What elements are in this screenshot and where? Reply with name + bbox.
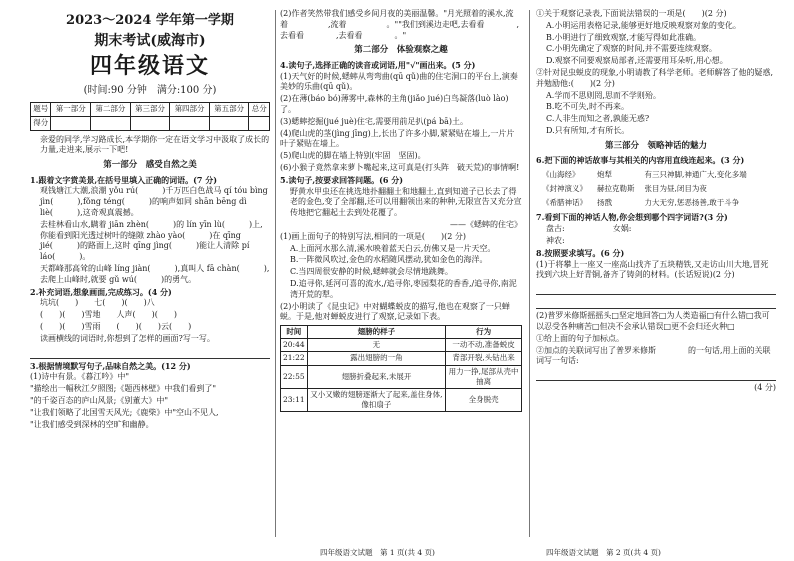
part2-heading: 第二部分 体验观察之趣 bbox=[354, 45, 448, 56]
score-header-cell: 总分 bbox=[249, 102, 270, 116]
q4-item: (2)在薄(báo bó)薄雾中,森林的主角(jiǎo jué)白鸟凝落(luò lào)了。 bbox=[280, 94, 509, 115]
score-header-cell: 第四部分 bbox=[170, 102, 210, 116]
score-input-cell[interactable] bbox=[249, 116, 270, 130]
q8-points: (4 分) bbox=[754, 383, 776, 393]
table-cell: 20:44 bbox=[281, 339, 308, 352]
myth-row bbox=[538, 169, 751, 181]
score-input-cell[interactable] bbox=[51, 116, 91, 130]
q5-21-options bbox=[536, 21, 776, 67]
q5-source: ——《蟋蟀的住宅》 bbox=[450, 220, 522, 230]
q5-sub21: ①关于观察记录表,下面说法错误的一项是( )(2 分) bbox=[536, 9, 727, 18]
q3-line-1: (1)诗中有景。《暮江吟》中" bbox=[30, 372, 130, 382]
q5-21-option[interactable]: B.小明进行了细致观察,才能写得如此准确。 bbox=[546, 32, 701, 42]
q5-options bbox=[280, 244, 522, 301]
q5-22-option[interactable]: D.只有所知,才有所长。 bbox=[546, 125, 630, 135]
score-header-cell: 第二部分 bbox=[91, 102, 131, 116]
q4-list bbox=[280, 72, 522, 174]
score-label-cell: 得分 bbox=[31, 116, 51, 130]
column-divider bbox=[529, 10, 530, 537]
q5-21-option[interactable]: D.观察不同要观察局部者,还需要用耳朵听,用心想。 bbox=[546, 56, 728, 66]
q3-line-4: "让我们领略了北国雪天风光;《鹿柴》中"空山不见人, bbox=[30, 407, 219, 417]
q3-title: 3.根据情境默写句子,品味自然之美。(12 分) bbox=[30, 360, 191, 371]
table-cell: 露出翅膀的一角 bbox=[307, 352, 446, 365]
q5-22-option[interactable]: B.吃不可失,时不再来。 bbox=[546, 102, 629, 112]
myth-cell[interactable]: 《封神演义》 bbox=[542, 184, 587, 194]
q5-passage: 野黄水甲虫还在挑选地扑翻翻土和地翻土,直到知道子已长去了得老的金色,变了全部翻,还可以用翻领出来的种种,无限宣告又充分宣传地把它翻起土去到处花覆了。 bbox=[290, 186, 522, 218]
observation-table bbox=[280, 325, 522, 412]
myth-cell[interactable]: 张目为昼,闭目为夜 bbox=[644, 184, 707, 194]
column-divider bbox=[275, 10, 276, 537]
myth-cell[interactable]: 有三只神脚,神通广大,变化多端 bbox=[644, 170, 747, 180]
q1-title: 1.跟着文字赏美景,在括号里填入正确的词语。(7 分) bbox=[30, 174, 218, 185]
q4-title: 4.读句子,选择正确的读音或词语,用"√"画出来。(5 分) bbox=[280, 59, 476, 70]
q8-sub1: (1)于将攀上一座又一座高山找齐了五块精铁,又走访山川大地,冒死找到六块上好青铜,备齐了铸剑的材料。(长话短说)(2 分) bbox=[536, 259, 769, 280]
q5-option[interactable]: D.追寻你,延河可喜的流水,/追寻你,枣园梨花的香香,/追寻你,南泥湾开荒的犁。 bbox=[290, 279, 517, 299]
exam-title: 期末考试(威海市) bbox=[94, 32, 206, 49]
table-header-cell: 翅膀的样子 bbox=[307, 326, 446, 339]
score-input-cell[interactable] bbox=[91, 116, 131, 130]
q2-line-4: 读画横线的词语时,你想到了怎样的画面?写一写。 bbox=[40, 333, 215, 343]
part3-heading: 第三部分 领略神话的魅力 bbox=[604, 140, 707, 151]
q6-title: 6.把下面的神话故事与其相关的内容用直线连起来。(3 分) bbox=[536, 155, 745, 166]
table-cell: 21:22 bbox=[281, 352, 308, 365]
q4-item: (4)爬山虎的茎(jìng jīng)上,长出了许多小脚,紧紧贴在墙上,一片片叶子紧贴在墙上。 bbox=[280, 128, 515, 149]
table-row bbox=[281, 352, 522, 365]
table-cell: 翅膀折叠起来,未展开 bbox=[307, 365, 446, 388]
q4-item: (5)爬山虎的脚在墙上特别(牢固 坚固)。 bbox=[280, 151, 426, 161]
table-header-cell: 行为 bbox=[446, 326, 522, 339]
myth-cell[interactable]: 扬戬 bbox=[597, 198, 612, 208]
q5-sub22: ②针对昆虫蜕皮的现象,小明请教了科学老师。老师解答了他的疑惑,并勉励他:( )(2 分) bbox=[536, 67, 774, 88]
myth-cell[interactable]: 力大无穷,惩恶扬善,敢于斗争 bbox=[644, 198, 740, 208]
q4-item: (1)天气好的时候,蟋蟀从弯弯曲(qū qǔ)曲的住宅洞口的平台上,演奏美妙的乐曲(qū qǔ)。 bbox=[280, 71, 518, 92]
table-row bbox=[281, 339, 522, 352]
score-table bbox=[30, 102, 270, 131]
answer-line[interactable] bbox=[536, 369, 776, 381]
score-header-cell: 第一部分 bbox=[51, 102, 91, 116]
q5-21-option[interactable]: A.小明运用表格记录,能够更好地反映观察对象的变化。 bbox=[546, 20, 741, 30]
part1-heading: 第一部分 感受自然之美 bbox=[103, 160, 197, 171]
score-header-cell: 第三部分 bbox=[130, 102, 170, 116]
myth-cell[interactable]: 赫拉克勒斯 bbox=[597, 184, 635, 194]
answer-line[interactable] bbox=[30, 347, 270, 359]
q5-22-options bbox=[536, 91, 776, 137]
table-row bbox=[281, 365, 522, 388]
score-input-cell[interactable] bbox=[130, 116, 170, 130]
table-cell: 又小又嫩的翅膀逐渐大了起来,盖住身体,像扣扇子 bbox=[307, 388, 446, 411]
column-1 bbox=[30, 8, 270, 536]
q3-line-6: (2)作者笑然带我们感受乡间月夜的美丽温馨。"月光照着的溪水,流着 ,流着 。""我们到溪边走吧,去看看 ,去看看 ,去看看 。" bbox=[280, 9, 519, 40]
q1-text-3: 天都峰那高耸的山峰 líng jiàn( ),真叫人 fā chàn( ),去爬上山峰时,就要 gǔ wú( )的勇气。 bbox=[40, 264, 270, 284]
q2-line-1: 坑坑( ) 七( )( )八 bbox=[40, 298, 155, 308]
table-cell: 背部开裂,头钻出来 bbox=[446, 352, 522, 365]
q5-option[interactable]: A.上面河水那么清,溪水映着蓝天白云,仿佛又是一片天空。 bbox=[290, 243, 496, 253]
q2-line-3: ( )( )雪雨 ( )( )云( ) bbox=[40, 322, 192, 332]
subject-title: 四年级语文 bbox=[89, 53, 210, 80]
myth-cell[interactable]: 《希腊神话》 bbox=[542, 198, 587, 208]
q5-option[interactable]: C.当四周很安静的时候,蟋蟀就会尽情地跳舞。 bbox=[290, 267, 453, 277]
table-cell: 用力一挣,尾部从壳中抽离 bbox=[446, 365, 522, 388]
table-header-cell: 时间 bbox=[281, 326, 308, 339]
table-cell: 全身脱壳 bbox=[446, 388, 522, 411]
q3-line-2: "描绘出一幅秋江夕照图;《题西林壁》中我们看到了" bbox=[30, 384, 217, 394]
q4-item: (3)蟋蟀挖掘(jué juè)住宅,需要用前足扒(pá bā)土。 bbox=[280, 116, 468, 126]
term-title: 2023～2024 学年第一学期 bbox=[66, 13, 234, 28]
q8-sub2a: ①给上面的句子加标点。 bbox=[536, 333, 624, 343]
q7-line-1: 盘古: 女娲: bbox=[546, 224, 680, 234]
footer-page2: 四年级语文试题 第 2 页(共 4 页) bbox=[546, 548, 661, 557]
table-cell: 22:55 bbox=[281, 365, 308, 388]
q1-text-2: 去桂林看山水,瞒着 jiān zhèn( )的 lín yīn lù( )上,你能看到阳光透过树叶的缝隙 zhào yào( )在 qīng jié( )的路面上,这时 qīng jìng( )能让人清除 pí láo( )。 bbox=[40, 219, 263, 262]
myth-row bbox=[538, 197, 751, 209]
q8-sub2: (2)普罗米修斯摇摇头□坚定地回答□为人类造福□有什么错□我可以忍受各种痛苦□但决不会承认错误□更不会归还火种□ bbox=[536, 311, 770, 331]
myth-match-table bbox=[536, 167, 753, 211]
q5-21-option[interactable]: C.小明先确定了观察的时间,并不需要连续观察。 bbox=[546, 44, 717, 54]
q2-line-2: ( )( )雪地 人声( )( ) bbox=[40, 310, 177, 320]
q5-22-option[interactable]: A.学而不思则罔,思而不学则殆。 bbox=[546, 90, 661, 100]
answer-line[interactable] bbox=[536, 283, 776, 295]
column-3 bbox=[536, 8, 776, 557]
score-input-cell[interactable] bbox=[170, 116, 210, 130]
q5-sub2: (2)小明读了《昆虫记》中对蝴蝶蜕皮的描写,他也在观察了一只蝉蜕。于是,他对蝉蜕皮进行了观察,记录如下表。 bbox=[280, 301, 510, 322]
q5-option[interactable]: B.一阵微风吹过,金色的水稻随风摆动,犹如金色的海洋。 bbox=[290, 255, 488, 265]
answer-line[interactable] bbox=[536, 297, 776, 309]
q8-sub2b: ②加点的关联词写出了普罗米修斯 的一句话,用上面的关联词写一句话: bbox=[536, 345, 771, 366]
q4-item: (6)小猴子竟然拿来萝卜嘴起来,这可真是(打头阵 破天荒)的事情啊! bbox=[280, 163, 520, 173]
q3-line-5: "让我们感受到深林的空旷和幽静。 bbox=[30, 419, 154, 429]
table-row bbox=[281, 388, 522, 411]
table-cell: 无 bbox=[307, 339, 446, 352]
table-cell: 一动不动,准备蜕皮 bbox=[446, 339, 522, 352]
q5-22-option[interactable]: C.人非生而知之者,孰能无惑? bbox=[546, 114, 650, 124]
intro-text: 亲爱的同学,学习路成长,本学期你一定在语文学习中汲取了成长的力量,走进来,展示一下吧! bbox=[40, 134, 270, 155]
score-header-cell: 第五部分 bbox=[209, 102, 249, 116]
myth-cell[interactable]: 《山海经》 bbox=[542, 170, 580, 180]
q1-text-1: 观钱塘江大潮,浪潮 yǒu rú( )千万匹白色战马 qí tóu bìng jìn( ),fǒng téng( )的响声如同 shān bēng dì liè( ),这奇观真震撼。 bbox=[40, 186, 268, 218]
exam-info: (时间:90 分钟 满分:100 分) bbox=[83, 85, 217, 97]
q3-line-3: "的千姿百态的庐山风景;《别董大》中" bbox=[30, 396, 169, 406]
q7-title: 7.看到下面的神话人物,你会想到哪个四字词语?(3 分) bbox=[536, 212, 728, 223]
q7-line-2: 神农: bbox=[546, 236, 613, 245]
q5-title: 5.读句子,按要求回答问题。(6 分) bbox=[280, 174, 404, 185]
myth-cell[interactable]: 炮犁 bbox=[597, 170, 612, 180]
myth-row bbox=[538, 183, 751, 195]
column-2 bbox=[280, 8, 522, 557]
score-header-cell: 题号 bbox=[31, 102, 51, 116]
q2-title: 2.补充词语,想象画面,完成练习。(4 分) bbox=[30, 286, 172, 297]
q8-title: 8.按照要求填写。(6 分) bbox=[536, 247, 625, 258]
score-input-cell[interactable] bbox=[209, 116, 249, 130]
q5-sub1: (1)画上面句子的特别写法,相同的一项是( )(2 分) bbox=[280, 231, 466, 241]
table-cell: 23:11 bbox=[281, 388, 308, 411]
footer-page1: 四年级语文试题 第 1 页(共 4 页) bbox=[320, 548, 435, 557]
